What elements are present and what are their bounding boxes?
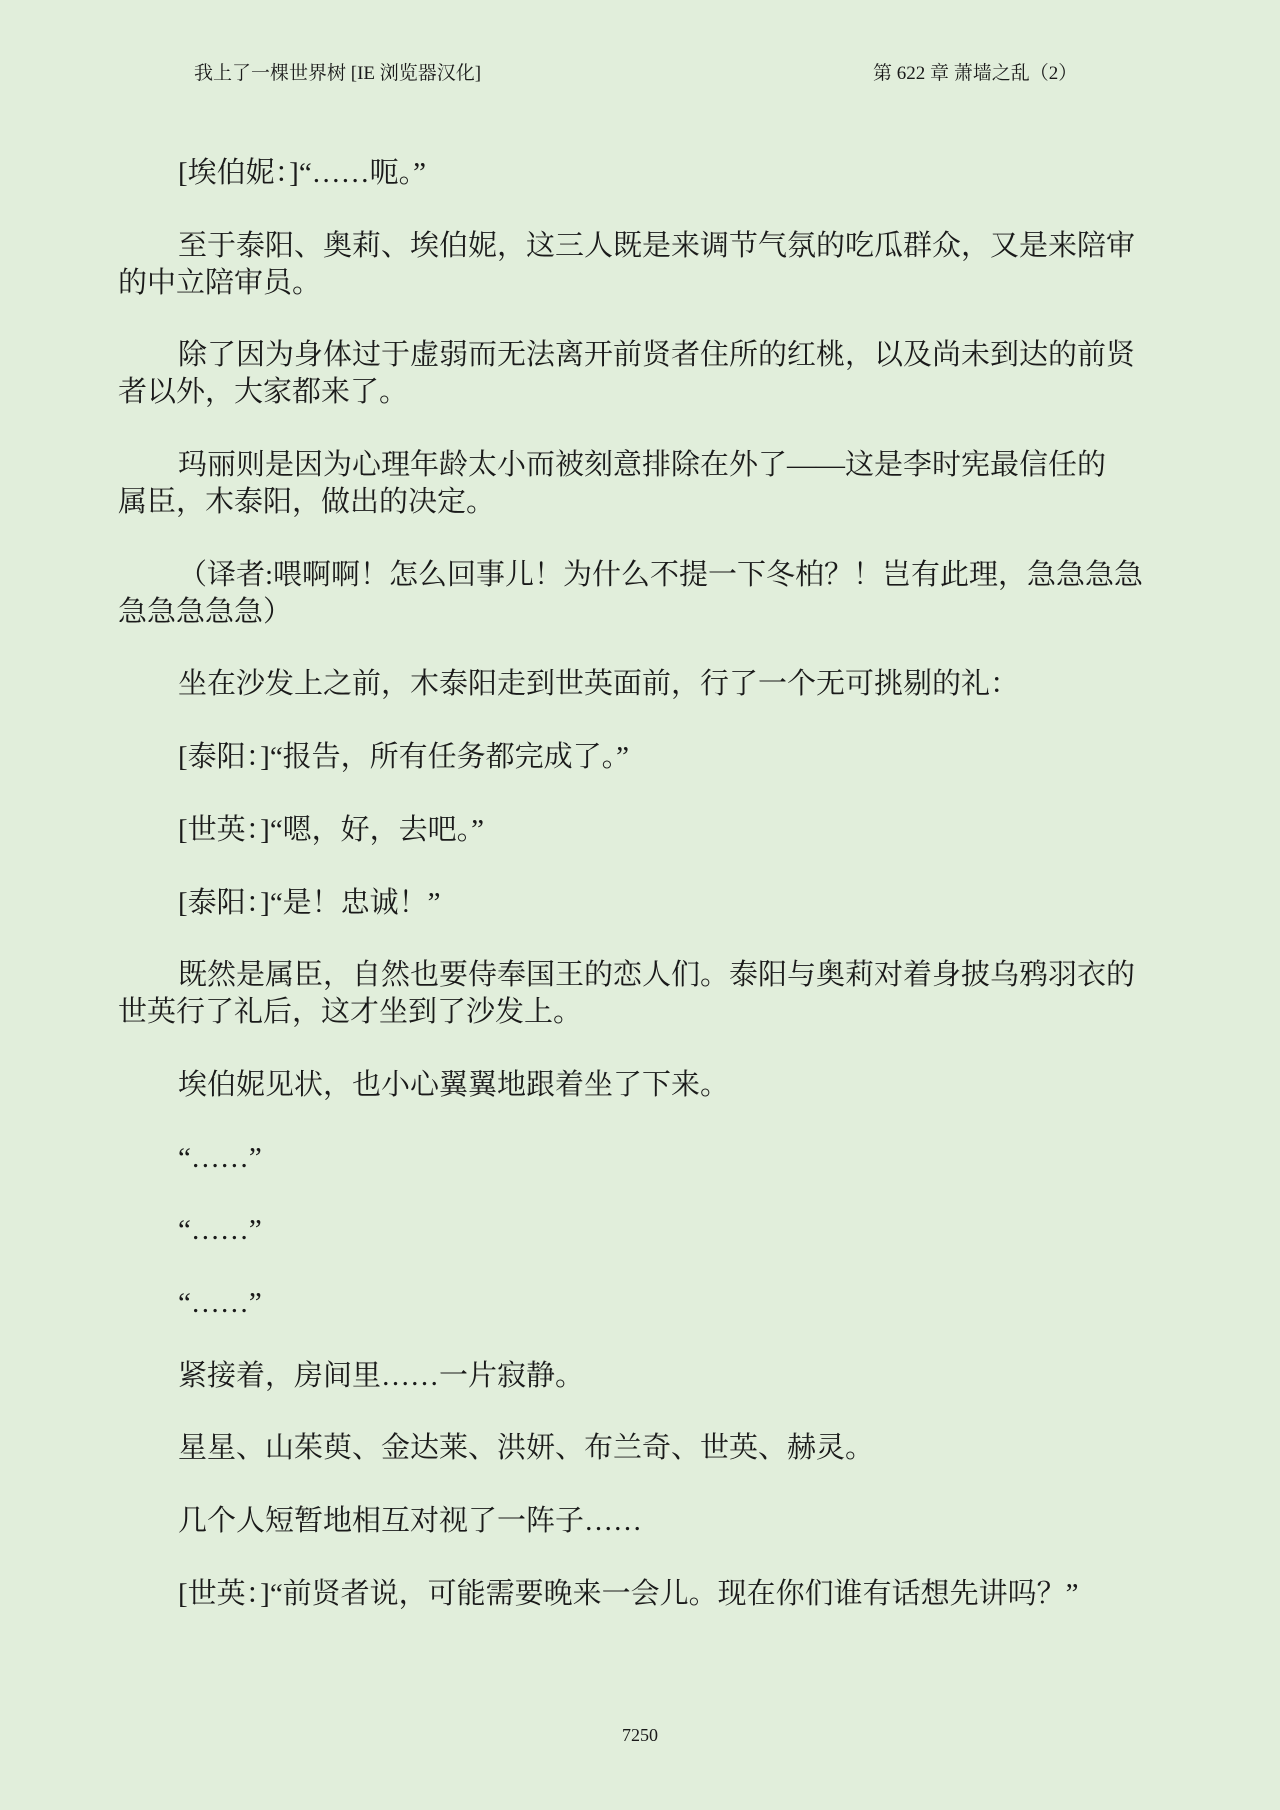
running-header-chapter-title: 第 622 章 萧墙之乱（2） bbox=[873, 63, 1078, 84]
paragraph bbox=[118, 557, 1168, 631]
paragraph-line: “……” bbox=[178, 1214, 262, 1247]
paragraph-line: 的中立陪审员。 bbox=[118, 266, 322, 299]
paragraph-line: 至于泰阳、奥莉、埃伯妮，这三人既是来调节气氛的吃瓜群众，又是来陪审 bbox=[178, 229, 1136, 262]
paragraph bbox=[118, 1576, 1168, 1613]
paragraph-line: 属臣，木泰阳，做出的决定。 bbox=[118, 486, 496, 519]
paragraph bbox=[118, 155, 1168, 192]
running-header-book-title: 我上了一棵世界树 [IE 浏览器汉化] bbox=[194, 63, 482, 84]
paragraph-line: [埃伯妮：]“……呃。” bbox=[178, 157, 427, 189]
paragraph-line: [世英：]“前贤者说，可能需要晚来一会儿。现在你们谁有话想先讲吗？” bbox=[178, 1577, 1079, 1610]
paragraph-line: 坐在沙发上之前，木泰阳走到世英面前，行了一个无可挑剔的礼： bbox=[178, 668, 1020, 701]
paragraph bbox=[118, 1212, 1168, 1249]
paragraph-line: 紧接着，房间里……一片寂静。 bbox=[178, 1359, 585, 1392]
paragraph-line: [泰阳：]“报告，所有任务都完成了。” bbox=[178, 741, 630, 774]
paragraph bbox=[118, 447, 1168, 521]
paragraph bbox=[118, 1358, 1168, 1395]
paragraph-line: 几个人短暂地相互对视了一阵子…… bbox=[178, 1505, 643, 1537]
paragraph bbox=[118, 812, 1168, 849]
paragraph bbox=[118, 666, 1168, 703]
paragraph bbox=[118, 228, 1168, 302]
page-number: 7250 bbox=[622, 1725, 658, 1745]
paragraph bbox=[118, 1067, 1168, 1104]
paragraph-line: “……” bbox=[178, 1286, 262, 1319]
paragraph-line: 星星、山茱萸、金达莱、洪妍、布兰奇、世英、赫灵。 bbox=[178, 1432, 875, 1465]
paragraph bbox=[118, 739, 1168, 776]
paragraph bbox=[118, 337, 1168, 411]
paragraph bbox=[118, 1503, 1168, 1540]
paragraph-line: [泰阳：]“是！忠诚！” bbox=[178, 886, 441, 919]
paragraph-line: 世英行了礼后，这才坐到了沙发上。 bbox=[118, 996, 583, 1029]
paragraph-line: 者以外，大家都来了。 bbox=[118, 376, 409, 409]
paragraph-line: [世英：]“嗯，好，去吧。” bbox=[178, 813, 485, 846]
paragraph-line: （译者:喂啊啊！怎么回事儿！为什么不提一下冬柏？！岂有此理，急急急急 bbox=[178, 558, 1144, 591]
paragraph-line: 急急急急急） bbox=[118, 595, 293, 628]
paragraph bbox=[118, 1285, 1168, 1322]
paragraph bbox=[118, 885, 1168, 922]
paragraph bbox=[118, 1430, 1168, 1467]
paragraph-line: 玛丽则是因为心理年龄太小而被刻意排除在外了——这是李时宪最信任的 bbox=[178, 449, 1107, 482]
paragraph bbox=[118, 957, 1168, 1031]
paragraph-line: 既然是属臣，自然也要侍奉国王的恋人们。泰阳与奥莉对着身披乌鸦羽衣的 bbox=[178, 959, 1136, 992]
paragraph bbox=[118, 1140, 1168, 1177]
paragraph-line: “……” bbox=[178, 1141, 262, 1174]
page-body bbox=[118, 155, 1168, 1648]
paragraph-line: 除了因为身体过于虚弱而无法离开前贤者住所的红桃，以及尚未到达的前贤 bbox=[178, 339, 1136, 372]
paragraph-line: 埃伯妮见状，也小心翼翼地跟着坐了下来。 bbox=[178, 1068, 730, 1101]
